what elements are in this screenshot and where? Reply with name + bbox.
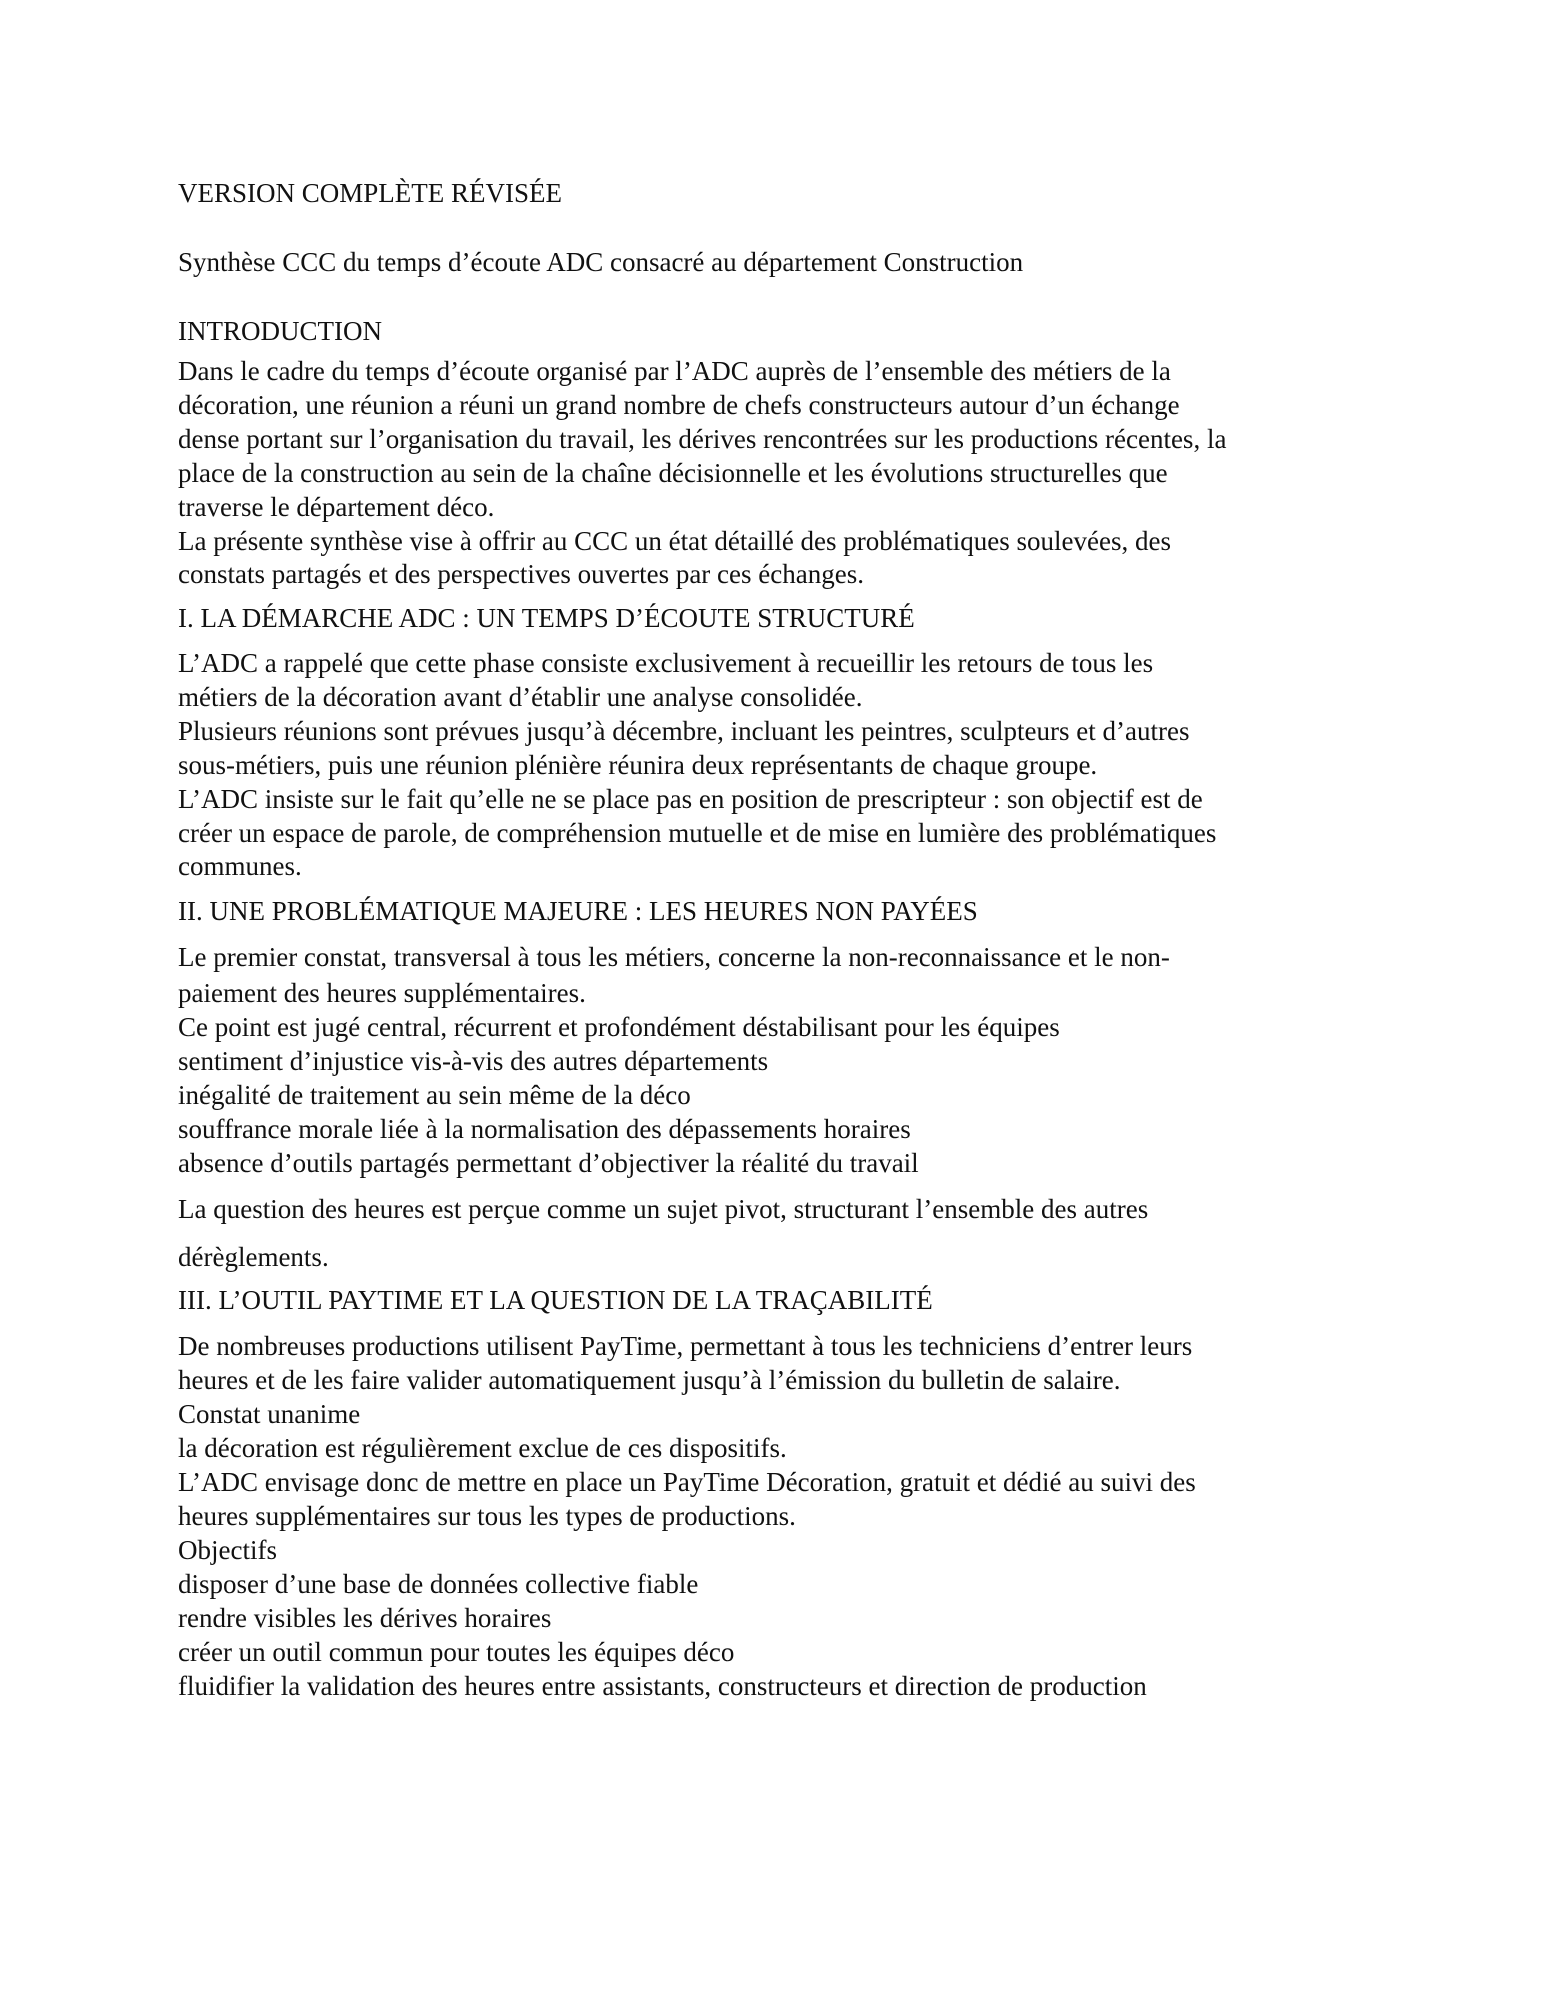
section-2-line: Le premier constat, transversal à tous les métiers, concerne la non-reconnaissance et le non-: [178, 942, 1170, 972]
section-3-bullet: disposer d’une base de données collective fiable: [178, 1569, 699, 1599]
section-3-bullet: rendre visibles les dérives horaires: [178, 1603, 552, 1633]
section-1-line: Plusieurs réunions sont prévues jusqu’à décembre, incluant les peintres, sculpteurs et d’autres: [178, 716, 1190, 746]
intro-line: traverse le département déco.: [178, 492, 495, 522]
section-3-bullet: fluidifier la validation des heures entre assistants, constructeurs et direction de production: [178, 1671, 1147, 1701]
section-2-bullet: absence d’outils partagés permettant d’objectiver la réalité du travail: [178, 1148, 919, 1178]
section-3-line: L’ADC envisage donc de mettre en place un PayTime Décoration, gratuit et dédié au suivi des: [178, 1467, 1196, 1497]
section-2-bullet: souffrance morale liée à la normalisation des dépassements horaires: [178, 1114, 911, 1144]
document-subtitle: Synthèse CCC du temps d’écoute ADC consacré au département Construction: [178, 247, 1024, 277]
section-1-line: métiers de la décoration avant d’établir une analyse consolidée.: [178, 682, 863, 712]
intro-line: décoration, une réunion a réuni un grand nombre de chefs constructeurs autour d’un échange: [178, 390, 1180, 420]
section-2-line: La question des heures est perçue comme un sujet pivot, structurant l’ensemble des autres: [178, 1194, 1149, 1224]
section-3-line: heures supplémentaires sur tous les types de productions.: [178, 1501, 796, 1531]
intro-heading: INTRODUCTION: [178, 316, 382, 346]
section-1-heading: I. LA DÉMARCHE ADC : UN TEMPS D’ÉCOUTE STRUCTURÉ: [178, 603, 915, 633]
section-2-bullet: inégalité de traitement au sein même de la déco: [178, 1080, 691, 1110]
section-1-line: L’ADC insiste sur le fait qu’elle ne se place pas en position de prescripteur : son objectif est de: [178, 784, 1203, 814]
section-2-line: Ce point est jugé central, récurrent et profondément déstabilisant pour les équipes: [178, 1012, 1060, 1042]
section-2-bullet: sentiment d’injustice vis-à-vis des autres départements: [178, 1046, 769, 1076]
section-2-line: dérèglements.: [178, 1242, 329, 1272]
section-3-line: la décoration est régulièrement exclue de ces dispositifs.: [178, 1433, 787, 1463]
intro-line: dense portant sur l’organisation du travail, les dérives rencontrées sur les productions récentes, la: [178, 424, 1227, 454]
section-3-line: Constat unanime: [178, 1399, 361, 1429]
section-1-line: communes.: [178, 851, 302, 881]
section-3-heading: III. L’OUTIL PAYTIME ET LA QUESTION DE LA TRAÇABILITÉ: [178, 1285, 933, 1315]
intro-line: place de la construction au sein de la chaîne décisionnelle et les évolutions structurelles que: [178, 458, 1168, 488]
intro-line: Dans le cadre du temps d’écoute organisé par l’ADC auprès de l’ensemble des métiers de la: [178, 356, 1171, 386]
section-1-line: L’ADC a rappelé que cette phase consiste exclusivement à recueillir les retours de tous les: [178, 648, 1154, 678]
section-3-line: De nombreuses productions utilisent PayTime, permettant à tous les techniciens d’entrer leurs: [178, 1331, 1193, 1361]
section-3-bullet: créer un outil commun pour toutes les équipes déco: [178, 1637, 735, 1667]
section-2-heading: II. UNE PROBLÉMATIQUE MAJEURE : LES HEURES NON PAYÉES: [178, 896, 978, 926]
version-title: VERSION COMPLÈTE RÉVISÉE: [178, 178, 562, 208]
intro-line: constats partagés et des perspectives ouvertes par ces échanges.: [178, 559, 864, 589]
intro-line: La présente synthèse vise à offrir au CCC un état détaillé des problématiques soulevées, des: [178, 526, 1171, 556]
section-1-line: sous-métiers, puis une réunion plénière réunira deux représentants de chaque groupe.: [178, 750, 1098, 780]
section-1-line: créer un espace de parole, de compréhension mutuelle et de mise en lumière des problématiques: [178, 818, 1217, 848]
section-3-line: heures et de les faire valider automatiquement jusqu’à l’émission du bulletin de salaire.: [178, 1365, 1121, 1395]
section-2-line: paiement des heures supplémentaires.: [178, 978, 586, 1008]
section-3-line: Objectifs: [178, 1535, 277, 1565]
